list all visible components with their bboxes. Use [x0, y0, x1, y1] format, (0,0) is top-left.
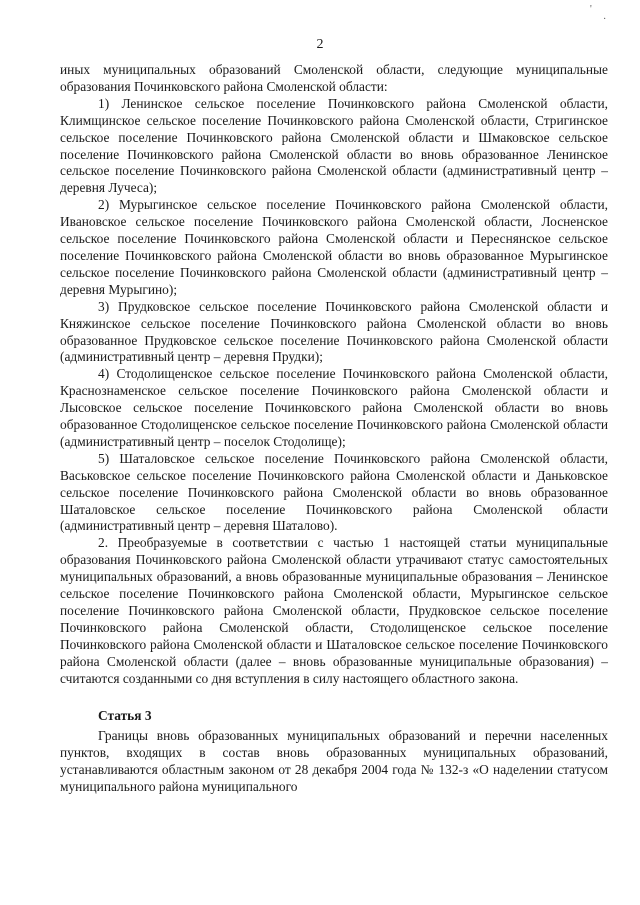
document-body — [60, 62, 608, 796]
paragraph-item-3: 3) Прудковское сельское поселение Починковского района Смоленской области и Княжинское сельское поселение Починковского района Смоленской области во вновь образованное Прудковское сельское поселение Починковского района Смоленской области (административный центр – деревня Прудки); — [60, 298, 608, 365]
paragraph-item-1: 1) Ленинское сельское поселение Починковского района Смоленской области, Климщинское сельское поселение Починковского района Смоленской области, Стригинское сельское поселение Починковского района Смоленской области и Шмаковское сельское поселение Починковского района Смоленской области во вновь образованное Ленинское сельское поселение Починковского района Смоленской области (административный центр – деревня Лучеса); — [60, 95, 608, 196]
paragraph-item-2: 2) Мурыгинское сельское поселение Починковского района Смоленской области, Ивановское сельское поселение Починковского района Смоленской области, Лосненское сельское поселение Починковского района Смоленской области и Переснянское сельское поселение Починковского района Смоленской области во вновь образованное Мурыгинское сельское поселение Починковского района Смоленской области (административный центр – деревня Мурыгино); — [60, 197, 608, 297]
paragraph-item-4: 4) Стодолищенское сельское поселение Починковского района Смоленской области, Краснознаменское сельское поселение Починковского района Смоленской области и Лысовское сельское поселение Починковского района Смоленской области во вновь образованное Стодолищенское сельское поселение Починковского района Смоленской области (административный центр – поселок Стодолище); — [60, 366, 608, 449]
paragraph-intro: иных муниципальных образований Смоленской области, следующие муниципальные образования Починковского района Смоленской области: — [60, 62, 608, 94]
article-3-text: Границы вновь образованных муниципальных образований и перечни населенных пунктов, входящих в состав вновь образованных муниципальных образований, устанавливаются областным законом от 28 декабря 2004 года № 132-з «О наделении статусом муниципального района муниципального — [60, 728, 608, 795]
paragraph-item-5: 5) Шаталовское сельское поселение Починковского района Смоленской области, Васьковское сельское поселение Починковского района Смоленской области и Даньковское сельское поселение Починковского района Смоленской области во вновь образованное Шаталовское сельское поселение Починковского района Смоленской области (административный центр – деревня Шаталово). — [60, 450, 608, 534]
page-number: 2 — [316, 37, 324, 52]
scan-mark: ' — [590, 4, 592, 15]
paragraph-part-2: 2. Преобразуемые в соответствии с частью 1 настоящей статьи муниципальные образования Починковского района Смоленской области утрачивают статус самостоятельных муниципальных образований, а вновь образованные муниципальные образования – Ленинское сельское поселение Починковского района Смоленской области, Мурыгинское сельское поселение Починковского района Смоленской области, Прудковское сельское поселение Починковского района Смоленской области, Стодолищенское сельское поселение Починковского района Смоленской области и Шаталовское сельское поселение Починковского района Смоленской области (далее – вновь образованные муниципальные образования) – считаются созданными со дня вступления в силу настоящего областного закона. — [60, 535, 608, 686]
scan-mark: · — [603, 14, 607, 25]
article-3-heading: Статья 3 — [98, 707, 152, 723]
